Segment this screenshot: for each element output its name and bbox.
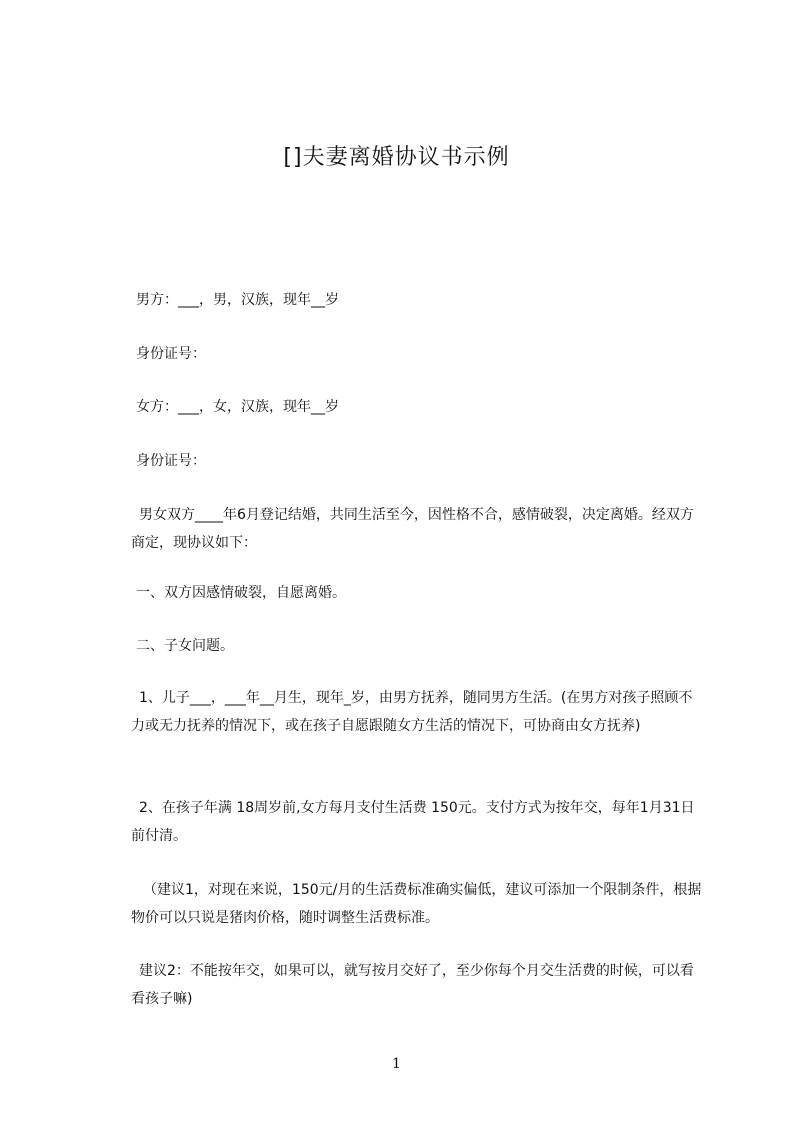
clause-two: 二、子女问题。 (136, 638, 234, 654)
document-title: []夫妻离婚协议书示例 (283, 145, 510, 170)
clause-one: 一、双方因感情破裂，自愿离婚。 (136, 585, 346, 601)
male-id-line: 身份证号： (136, 346, 206, 362)
page-number: 1 (392, 1056, 401, 1072)
item-two-paragraph: 2、在孩子年满 18周岁前,女方每月支付生活费 150元。支付方式为按年交，每年1月31日前付清。 (131, 800, 695, 844)
intro-paragraph: 男女双方____年6月登记结婚，共同生活至今，因性格不合，感情破裂，决定离婚。经双方商定，现协议如下： (131, 507, 694, 551)
female-party-line: 女方：___，女，汉族，现年__岁 (136, 399, 339, 415)
suggestion-two-paragraph: 建议2：不能按年交，如果可以，就写按月交好了，至少你每个月交生活费的时候，可以看看孩子嘛) (131, 963, 694, 1007)
female-id-line: 身份证号： (136, 453, 206, 469)
male-party-line: 男方：___，男，汉族，现年__岁 (136, 292, 339, 308)
suggestion-one-paragraph: （建议1，对现在来说，150元/月的生活费标准确实偏低，建议可添加一个限制条件，根据物价可以只说是猪肉价格，随时调整生活费标准。 (131, 882, 702, 926)
item-one-paragraph: 1、儿子___，___年__月生，现年_岁，由男方抚养，随同男方生活。(在男方对孩子照顾不力或无力抚养的情况下，或在孩子自愿跟随女方生活的情况下，可协商由女方抚养) (131, 690, 693, 734)
